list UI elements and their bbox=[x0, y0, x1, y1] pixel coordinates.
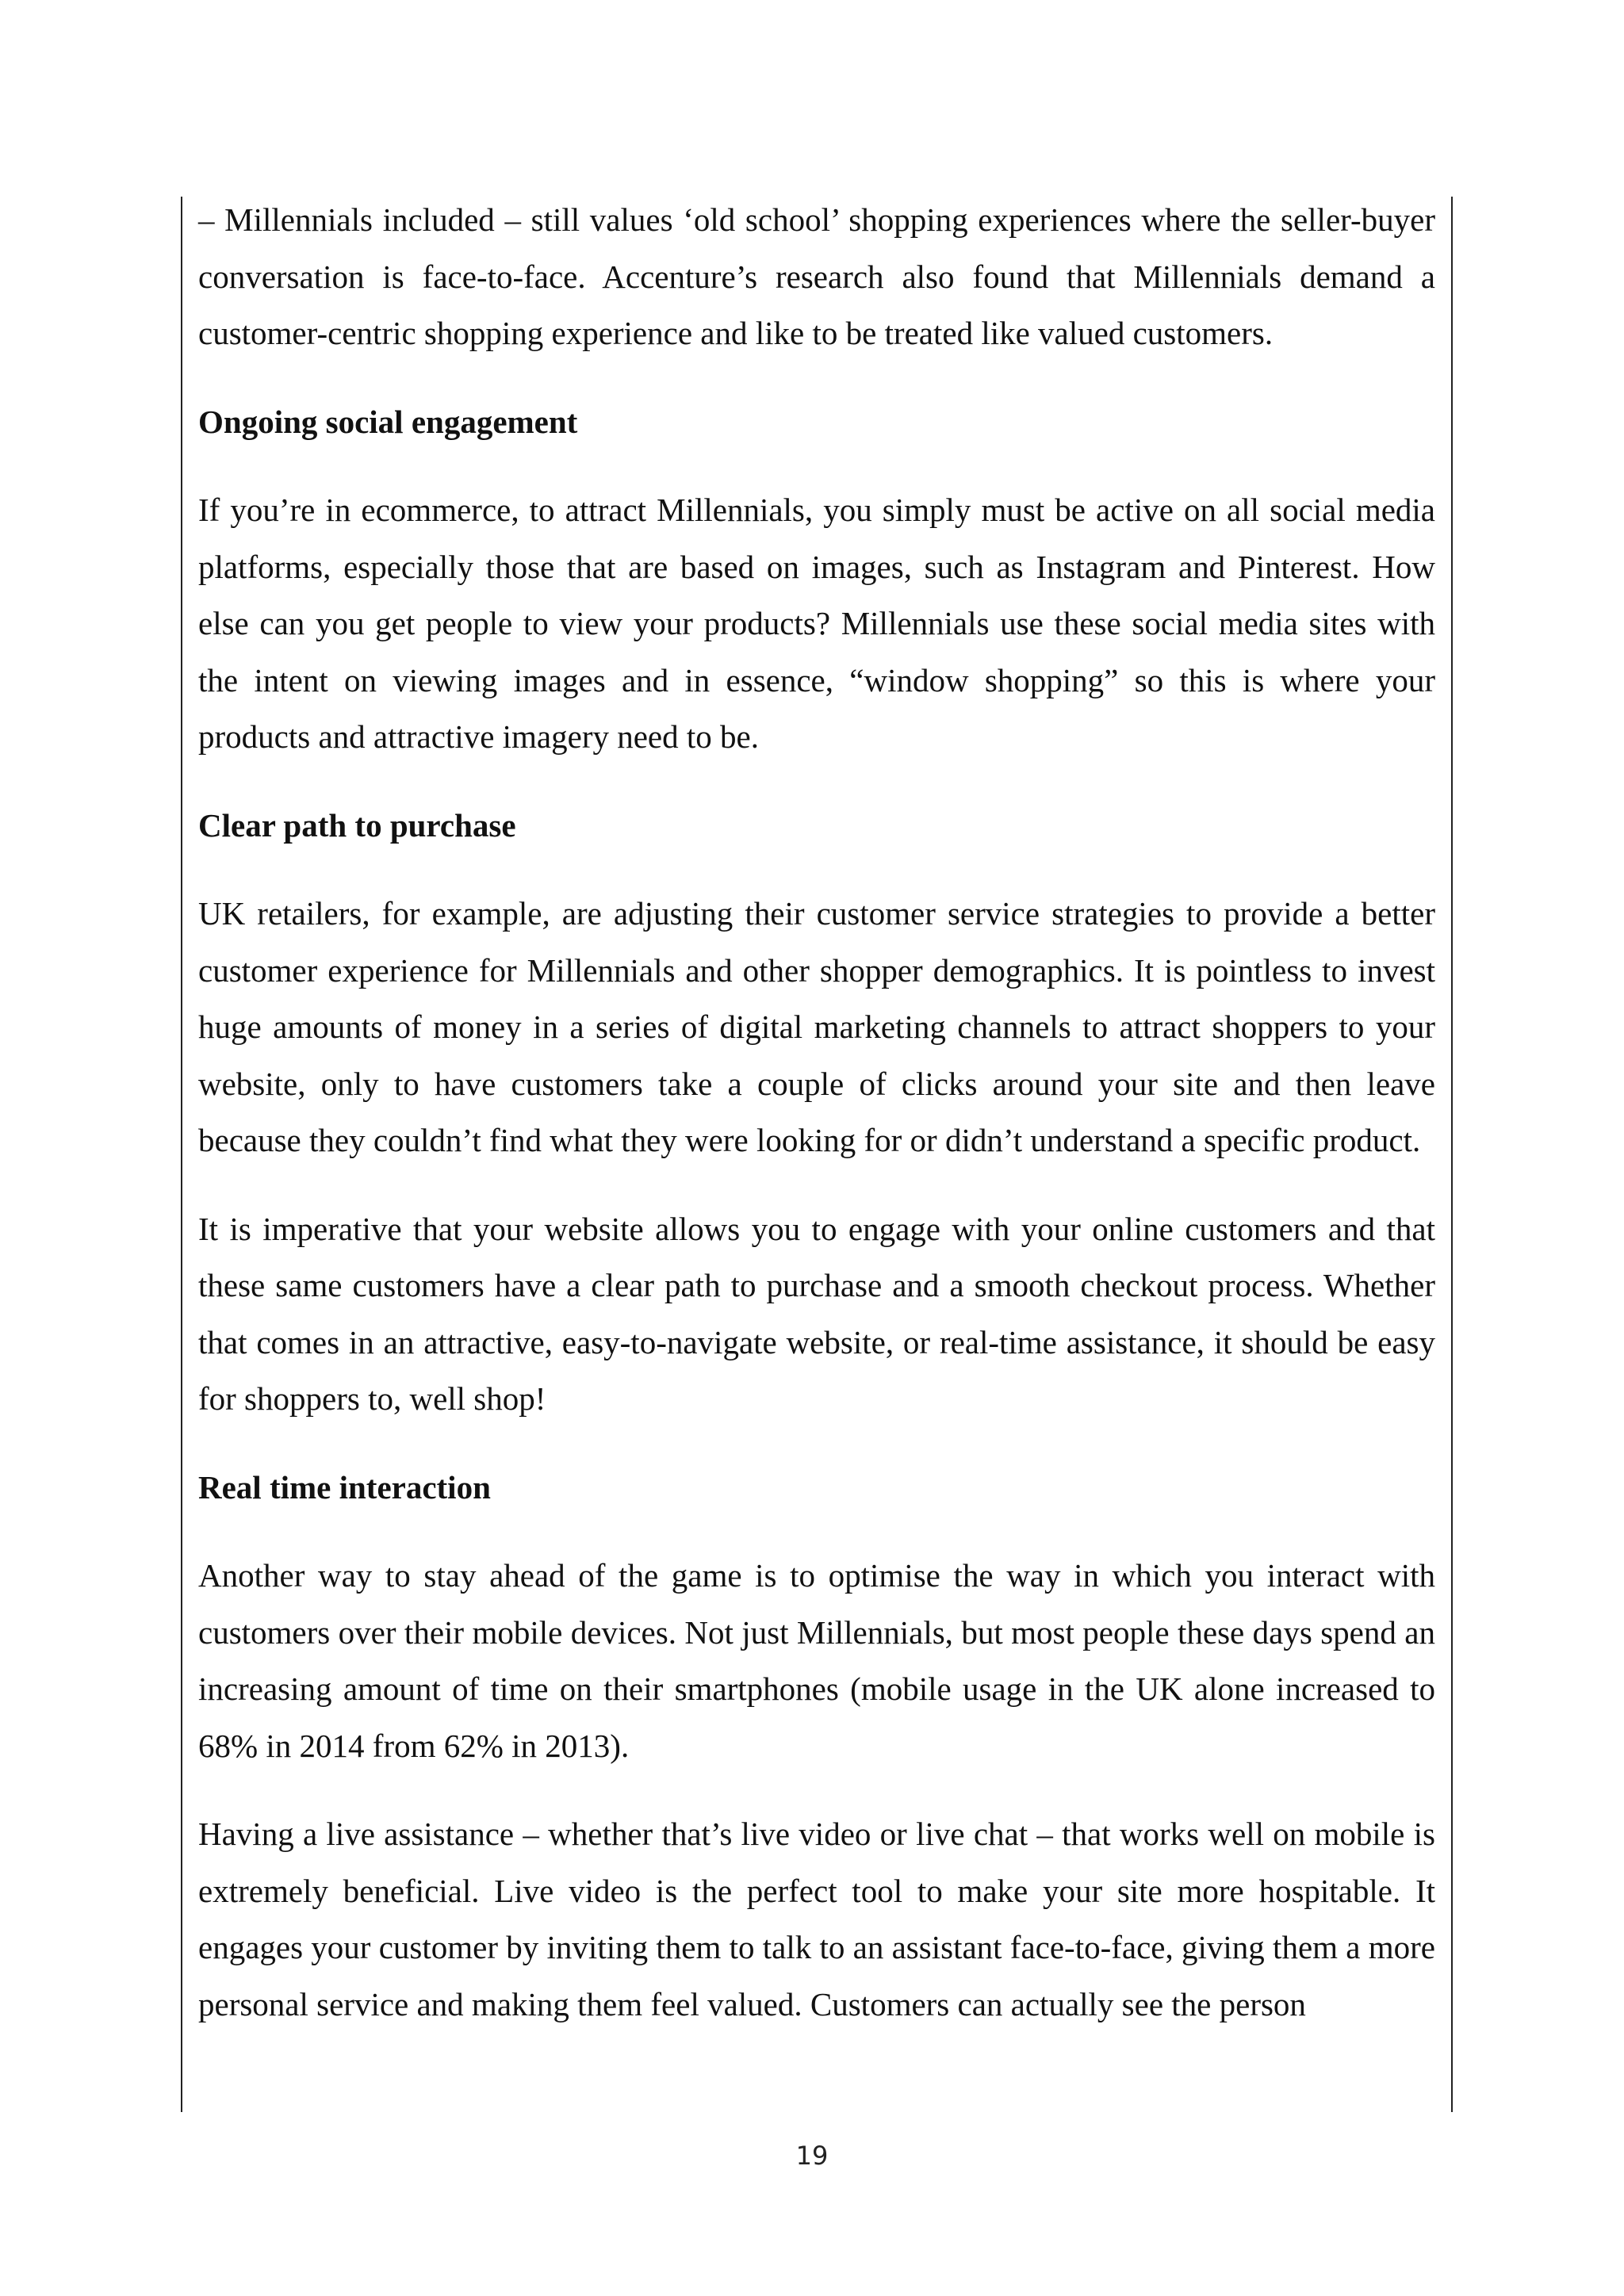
paragraph-mobile-devices: Another way to stay ahead of the game is to optimise the way in which you interact with customers over their mobile devices. Not just Millennials, but most people these days spend an increasing amount of time on their smartphones (mobile usage in the UK alone increased to 68% in 2014 from 62% in 2013). bbox=[198, 1557, 1435, 1764]
heading-real-time-interaction: Real time interaction bbox=[198, 1468, 491, 1506]
heading-ongoing-social-engagement: Ongoing social engagement bbox=[198, 403, 578, 440]
heading-clear-path-to-purchase: Clear path to purchase bbox=[198, 806, 516, 844]
right-margin-rule bbox=[1451, 197, 1453, 2112]
paragraph-social-media: If you’re in ecommerce, to attract Millennials, you simply must be active on all social media platforms, especially those that are based on images, such as Instagram and Pinterest. How else can you get people to view your products? Millennials use these social media sites with the intent on viewing images and in essence, “window shopping” so this is where your products and attractive imagery need to be. bbox=[198, 492, 1435, 755]
left-margin-rule bbox=[181, 197, 182, 2112]
paragraph-live-assistance: Having a live assistance – whether that’s live video or live chat – that works well on mobile is extremely beneficial. Live video is the perfect tool to make your site more hospitable. It engages your customer by inviting them to talk to an assistant face-to-face, giving them a more personal service and making them feel valued. Customers can actually see the person bbox=[198, 1816, 1435, 2022]
page-number: 19 bbox=[795, 2141, 829, 2171]
paragraph-website-engagement: It is imperative that your website allows you to engage with your online customers and that these same customers have a clear path to purchase and a smooth checkout process. Whether that comes in an attractive, easy-to-navigate website, or real-time assistance, it should be easy for shoppers to, well shop! bbox=[198, 1210, 1435, 1417]
paragraph-uk-retailers: UK retailers, for example, are adjusting their customer service strategies to provide a better customer experience for Millennials and other shopper demographics. It is pointless to invest huge amounts of money in a series of digital marketing channels to attract shoppers to your website, only to have customers take a couple of clicks around your site and then leave because they couldn’t find what they were looking for or didn’t understand a specific product. bbox=[198, 895, 1435, 1158]
page-body bbox=[198, 192, 1435, 2064]
paragraph-millennials-values: – Millennials included – still values ‘old school’ shopping experiences where the seller-buyer conversation is face-to-face. Accenture’s research also found that Millennials demand a customer-centric shopping experience and like to be treated like valued customers. bbox=[198, 201, 1435, 351]
